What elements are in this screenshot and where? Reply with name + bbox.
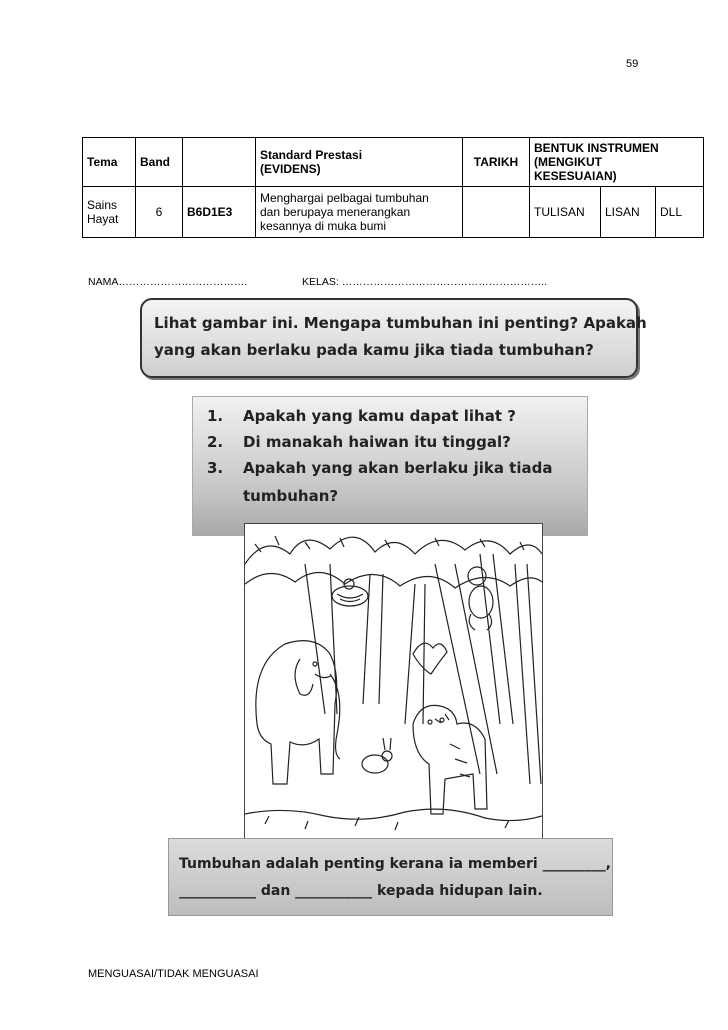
header-tarikh: TARIKH bbox=[463, 138, 530, 187]
header-bentuk-line3: KESESUAIAN) bbox=[534, 169, 617, 183]
list-item-text: Apakah yang kamu dapat lihat ? bbox=[243, 407, 516, 425]
page-number: 59 bbox=[626, 58, 639, 70]
list-item bbox=[207, 407, 516, 425]
list-item bbox=[207, 433, 511, 451]
cell-standard-line3: kesannya di muka bumi bbox=[260, 219, 387, 233]
cell-standard-line1: Menghargai pelbagai tumbuhan bbox=[260, 191, 429, 205]
cell-code: B6D1E3 bbox=[183, 187, 256, 238]
question-line2: yang akan berlaku pada kamu jika tiada tumbuhan? bbox=[154, 341, 594, 359]
answer-box bbox=[168, 838, 613, 916]
cell-instrument-dll: DLL bbox=[656, 187, 704, 238]
header-standard-line1: Standard Prestasi bbox=[260, 148, 363, 162]
header-bentuk-line1: BENTUK INSTRUMEN bbox=[534, 141, 659, 155]
cell-tema-line1: Sains bbox=[87, 198, 118, 212]
cell-instrument-tulisan: TULISAN bbox=[530, 187, 601, 238]
header-band: Band bbox=[136, 138, 183, 187]
cell-tema-line2: Hayat bbox=[87, 212, 119, 226]
nama-field[interactable]: NAMA………………………………. bbox=[88, 276, 248, 288]
cell-standard-line2: dan berupaya menerangkan bbox=[260, 205, 411, 219]
cell-band: 6 bbox=[136, 187, 183, 238]
cell-tema bbox=[83, 187, 136, 238]
header-code bbox=[183, 138, 256, 187]
answer-line1: Tumbuhan adalah penting kerana ia memberi _________, bbox=[179, 856, 611, 872]
header-standard bbox=[256, 138, 463, 187]
question-box bbox=[140, 298, 647, 378]
header-bentuk-line2: (MENGIKUT bbox=[534, 155, 602, 169]
list-item bbox=[207, 459, 552, 477]
cell-instrument-lisan: LISAN bbox=[601, 187, 656, 238]
cell-tarikh bbox=[463, 187, 530, 238]
list-item bbox=[207, 487, 338, 505]
cell-standard bbox=[256, 187, 463, 238]
list-item-number: 2. bbox=[207, 433, 224, 451]
forest-scene-drawing bbox=[245, 524, 542, 844]
list-item-number: 1. bbox=[207, 407, 224, 425]
header-standard-line2: (EVIDENS) bbox=[260, 162, 321, 176]
list-item-text: tumbuhan? bbox=[243, 487, 339, 505]
header-bentuk bbox=[530, 138, 704, 187]
answer-line2: ___________ dan ___________ kepada hidupan lain. bbox=[179, 883, 543, 899]
list-item-text: Di manakah haiwan itu tinggal? bbox=[243, 433, 511, 451]
forest-illustration bbox=[244, 523, 543, 845]
questions-list-box bbox=[192, 396, 588, 536]
list-item-number: 3. bbox=[207, 459, 224, 477]
table-row bbox=[83, 187, 704, 238]
assessment-table bbox=[82, 137, 704, 238]
footer-mastery-status: MENGUASAI/TIDAK MENGUASAI bbox=[88, 968, 259, 980]
kelas-field[interactable]: KELAS: ………………………………………………….. bbox=[302, 276, 548, 288]
header-tema: Tema bbox=[83, 138, 136, 187]
question-line1: Lihat gambar ini. Mengapa tumbuhan ini penting? Apakah bbox=[154, 314, 647, 332]
table-header-row bbox=[83, 138, 704, 187]
list-item-text: Apakah yang akan berlaku jika tiada bbox=[243, 459, 553, 477]
